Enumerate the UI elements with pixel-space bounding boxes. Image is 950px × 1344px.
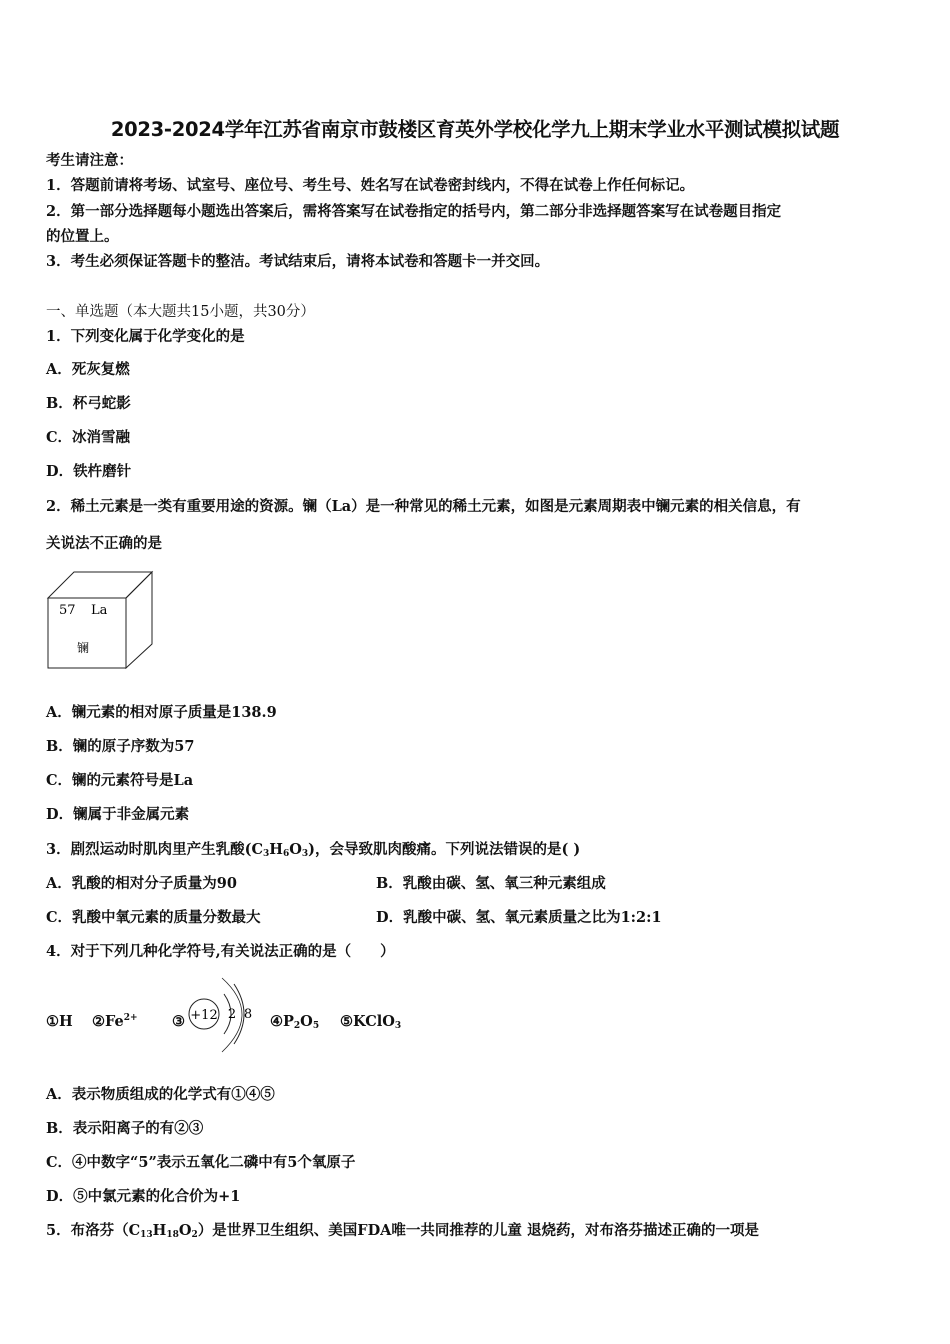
element-name: 镧 [77, 641, 90, 655]
notice-item: 1．答题前请将考场、试室号、座位号、考生号、姓名写在试卷密封线内，不得在试卷上作任何标记。 [46, 177, 695, 194]
q2-option-b: B．镧的原子序数为57 [46, 738, 195, 755]
q4-stem: 4．对于下列几种化学符号,有关说法正确的是（ ） [46, 943, 395, 960]
q3-option-b: B．乳酸由碳、氢、氧三种元素组成 [376, 875, 606, 892]
symbol-3: ③ [172, 1013, 185, 1030]
q1-option-b: B．杯弓蛇影 [46, 395, 131, 412]
notice-item: 2．第一部分选择题每小题选出答案后，需将答案写在试卷指定的括号内，第二部分非选择题答案写在试卷题目指定 [46, 203, 782, 220]
element-cube-figure [46, 570, 156, 670]
q1-option-a: A．死灰复燃 [46, 361, 130, 378]
atom-nucleus-charge: +12 [190, 1008, 218, 1023]
q3-option-a: A．乳酸的相对分子质量为90 [46, 875, 237, 892]
symbol-5: ⑤KClO$_3$ [340, 1013, 402, 1031]
atom-shell-2-electrons: 8 [243, 1007, 253, 1022]
q3-stem: 3．剧烈运动时肌肉里产生乳酸$(C_3H_6O_3)$，会导致肌肉酸痛。下列说法错误的是( ) [46, 841, 581, 859]
q4-option-d: D．⑤中氯元素的化合价为+1 [46, 1188, 241, 1205]
q2-stem-line1: 2．稀土元素是一类有重要用途的资源。镧（La）是一种常见的稀土元素，如图是元素周期表中镧元素的相关信息，有 [46, 498, 801, 515]
element-symbol: La [91, 603, 108, 618]
notice-item: 的位置上。 [46, 228, 119, 245]
q4-option-c: C．④中数字“5”表示五氧化二磷中有5个氧原子 [46, 1154, 356, 1171]
q4-option-a: A．表示物质组成的化学式有①④⑤ [46, 1086, 275, 1103]
q2-stem-line2: 关说法不正确的是 [46, 535, 162, 552]
atom-shell-1-electrons: 2 [227, 1007, 237, 1022]
symbol-1: ①H [46, 1013, 73, 1030]
q3-option-c: C．乳酸中氧元素的质量分数最大 [46, 909, 261, 926]
q4-option-b: B．表示阳离子的有②③ [46, 1120, 204, 1137]
section-heading: 一、单选题（本大题共15小题，共30分） [46, 304, 315, 320]
q5-stem: 5．布洛芬$(C_{13}H_{18}O_2)$是世界卫生组织、美国FDA唯一共同推荐的儿童 退烧药，对布洛芬描述正确的一项是 [46, 1222, 759, 1240]
q2-option-a: A．镧元素的相对原子质量是138.9 [46, 704, 277, 721]
q2-option-c: C．镧的元素符号是La [46, 772, 194, 789]
notice-heading: 考生请注意： [46, 152, 133, 169]
symbol-2: $②Fe^{2+}$ [92, 1013, 138, 1030]
atom-structure-diagram [170, 972, 270, 1054]
exam-title: 2023-2024学年江苏省南京市鼓楼区育英外学校化学九上期末学业水平测试模拟试题 [110, 118, 840, 141]
q3-option-d: D．乳酸中碳、氢、氧元素质量之比为1:2:1 [376, 909, 662, 926]
notice-item: 3．考生必须保证答题卡的整洁。考试结束后，请将本试卷和答题卡一并交回。 [46, 253, 550, 270]
q1-option-d: D．铁杵磨针 [46, 463, 132, 480]
q1-stem: 1．下列变化属于化学变化的是 [46, 328, 245, 345]
symbol-4: $④P_2O_5$ [270, 1013, 320, 1031]
q2-option-d: D．镧属于非金属元素 [46, 806, 190, 823]
element-atomic-number: 57 [59, 603, 76, 618]
q1-option-c: C．冰消雪融 [46, 429, 131, 446]
